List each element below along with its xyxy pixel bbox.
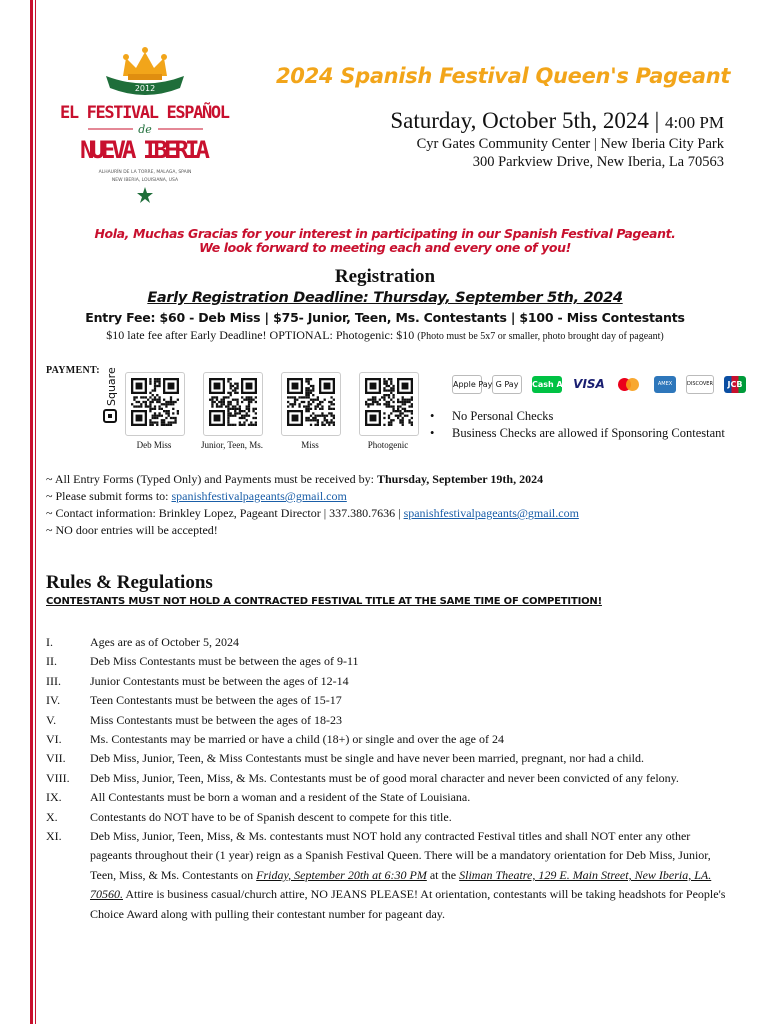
qr-code-icon (209, 378, 257, 426)
list-item: VIII. Deb Miss, Junior, Teen, Miss, & Ms. Contestants must be of good moral character and never been convicted of any felony. (46, 770, 679, 785)
payment-label: PAYMENT: (46, 365, 100, 376)
svg-text:2012: 2012 (134, 84, 156, 93)
qr-caption: Deb Miss (136, 440, 172, 450)
greeting: Hola, Muchas Gracias for your interest in participating in our Spanish Festival Pageant. We look forward to meeting each and every one of you! (94, 226, 676, 255)
qr-caption: Miss (301, 440, 319, 450)
qr-code-icon (131, 378, 179, 426)
svg-text:de: de (138, 123, 152, 136)
list-item: X. Contestants do NOT have to be of Spanish descent to compete for this title. (46, 809, 452, 824)
visa-icon: VISA (573, 377, 605, 391)
list-item: III. Junior Contestants must be between the ages of 12-14 (46, 673, 349, 688)
amex-icon: AMEX (654, 376, 676, 393)
left-border-stripe (30, 0, 33, 1024)
cash-app-icon: Cash App (532, 376, 562, 393)
email-link-contact[interactable]: spanishfestivalpageants@gmail.com (403, 506, 579, 520)
qr-caption: Junior, Teen, Ms. (200, 440, 264, 450)
google-pay-icon: G Pay (492, 375, 522, 394)
registration-heading: Registration (334, 266, 436, 287)
crown-icon (123, 47, 167, 80)
pageant-title: 2024 Spanish Festival Queen's Pageant (276, 64, 731, 88)
event-venue: Cyr Gates Community Center | New Iberia City Park 300 Parkview Drive, New Iberia, La 70563 (416, 136, 724, 170)
qr-code-photogenic[interactable] (359, 372, 419, 436)
festival-logo (48, 36, 243, 206)
star-icon (137, 187, 153, 203)
list-item: VI. Ms. Contestants may be married or have a child (18+) or single and over the age of 24 (46, 732, 504, 747)
late-fee: $10 late fee after Early Deadline! OPTIONAL: Photogenic: $10 (Photo must be 5x7 or smaller, photo brought day of pageant) (106, 328, 664, 342)
list-item: XI. Deb Miss, Junior, Teen, Miss, & Ms. contestants must NOT hold any contracted Festival titles and shall NOT enter any other pageants throughout their (1 year) reign as a Spanish Festival Queen. There will be a mandatory orientation for Deb Miss, Junior, Teen, Miss, & Ms. Contestants on Friday, September 20th at 6:30 PM at the Sliman Theatre, 129 E. Main Street, New Iberia, LA. 70560. Attire is business casual/church attire, NO JEANS PLEASE! At orientation, contestants will be taking headshots for People's Choice Award along with pulling their contestant number for pageant day. (46, 829, 726, 921)
qr-code-icon (287, 378, 335, 426)
svg-text:EL FESTIVAL ESPAÑOL: EL FESTIVAL ESPAÑOL (60, 103, 230, 123)
qr-code-junior-teen-ms[interactable] (203, 372, 263, 436)
email-link[interactable]: spanishfestivalpageants@gmail.com (171, 489, 347, 503)
svg-text:NUEVA IBERIA: NUEVA IBERIA (80, 136, 210, 164)
early-deadline: Early Registration Deadline: Thursday, September 5th, 2024 (147, 290, 623, 306)
entry-fee: Entry Fee: $60 - Deb Miss | $75- Junior, Teen, Ms. Contestants | $100 - Miss Contestants (85, 310, 685, 325)
list-item: VII. Deb Miss, Junior, Teen, & Miss Contestants must be single and have never been married, pregnant, nor had a child. (46, 751, 645, 766)
square-logo (100, 362, 120, 426)
qr-code-miss[interactable] (281, 372, 341, 436)
submission-info: ~ All Entry Forms (Typed Only) and Payments must be received by: Thursday, September 19th, 2024 ~ Please submit forms to: spanishfestivalpageants@gmail.com ~ Contact information: Brinkley Lopez, Pageant Director | 337.380.7636 | spanishfestivalpageants@gmail.com ~ NO door entries will be accepted! (46, 472, 579, 537)
qr-code-deb-miss[interactable] (125, 372, 185, 436)
mastercard-icon (616, 376, 644, 393)
svg-text:Square: Square (105, 367, 118, 406)
check-policy-list (430, 408, 725, 442)
payment-methods (452, 375, 752, 395)
apple-pay-icon: Apple Pay (452, 375, 482, 394)
list-item: IX. All Contestants must be born a woman and a resident of the State of Louisiana. (46, 790, 471, 805)
rules-heading: Rules & Regulations (46, 572, 213, 593)
svg-text:NEW IBERIA, LOUISIANA, USA: NEW IBERIA, LOUISIANA, USA (111, 178, 179, 183)
list-item: IV. Teen Contestants must be between the ages of 15-17 (46, 693, 342, 708)
jcb-icon: JCB (724, 376, 746, 393)
left-border-stripe-inner (35, 0, 36, 1024)
list-item: II. Deb Miss Contestants must be between the ages of 9-11 (46, 654, 359, 669)
discover-icon: DISCOVER (686, 375, 714, 394)
rules-subheading: CONTESTANTS MUST NOT HOLD A CONTRACTED FESTIVAL TITLE AT THE SAME TIME OF COMPETITION! (46, 596, 602, 607)
qr-code-icon (365, 378, 413, 426)
event-date: Saturday, October 5th, 2024 | 4:00 PM (390, 108, 724, 133)
rules-list (46, 633, 726, 924)
svg-text:ALHAURÍN DE LA TORRE, MALAGA,: ALHAURÍN DE LA TORRE, MALAGA, SPAIN (98, 170, 192, 175)
list-item: • Business Checks are allowed if Sponsoring Contestant (430, 425, 725, 442)
list-item: • No Personal Checks (430, 408, 725, 425)
qr-caption: Photogenic (367, 440, 409, 450)
list-item: I. Ages are as of October 5, 2024 (46, 635, 239, 649)
list-item: V. Miss Contestants must be between the ages of 18-23 (46, 712, 342, 727)
